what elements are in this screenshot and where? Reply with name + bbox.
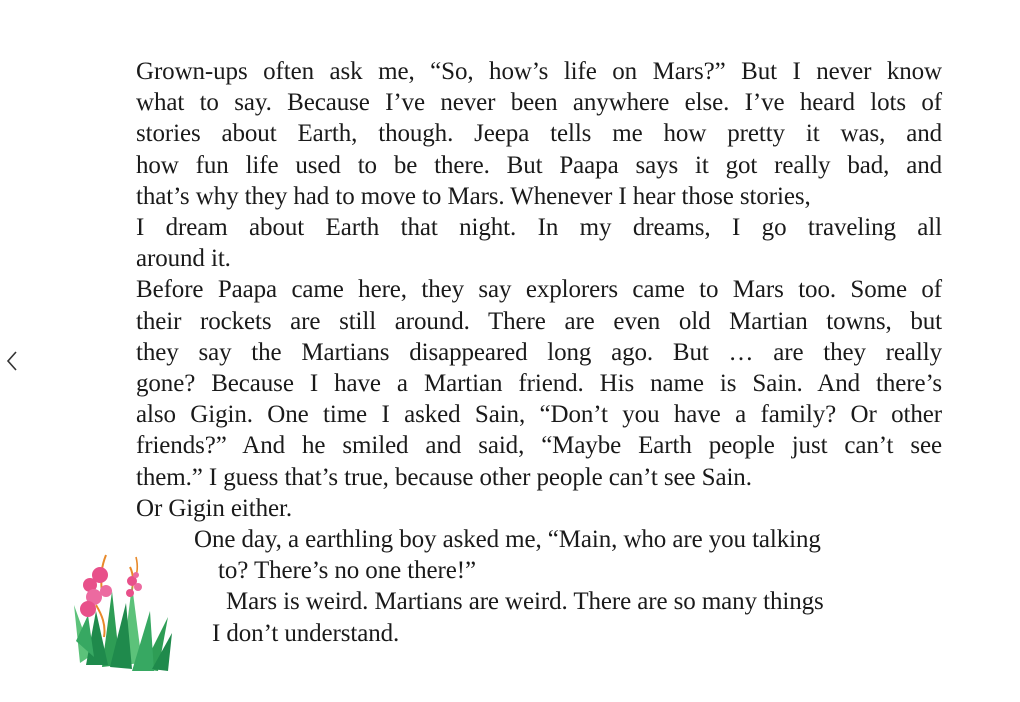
- story-line: that’s why they had to move to Mars. Whenever I hear those stories,: [136, 182, 811, 210]
- story-line: stories about Earth, though. Jeepa tells me how pretty it was, and: [136, 120, 942, 148]
- story-line: Or Gigin either.: [136, 494, 293, 522]
- story-line: Before Paapa came here, they say explorers came to Mars too. Some of: [136, 276, 942, 304]
- story-line: around it.: [136, 245, 231, 273]
- story-line: also Gigin. One time I asked Sain, “Don’t you have a family? Or other: [136, 401, 942, 429]
- story-line: gone? Because I have a Martian friend. His name is Sain. And there’s: [136, 370, 942, 398]
- story-line: to? There’s no one there!”: [218, 557, 476, 585]
- story-line: Grown-ups often ask me, “So, how’s life on Mars?” But I never know: [136, 58, 942, 85]
- story-line: One day, a earthling boy asked me, “Main, who are you talking: [194, 526, 821, 554]
- story-line: I don’t understand.: [212, 619, 400, 647]
- chevron-left-icon: [4, 348, 20, 374]
- flower-illustration: [72, 545, 177, 675]
- story-line: how fun life used to be there. But Paapa says it got really bad, and: [136, 151, 942, 179]
- story-text: [136, 56, 942, 649]
- story-line: their rockets are still around. There are even old Martian towns, but: [136, 307, 942, 335]
- story-line: what to say. Because I’ve never been anywhere else. I’ve heard lots of: [136, 89, 942, 117]
- story-line: them.” I guess that’s true, because other people can’t see Sain.: [136, 463, 752, 491]
- flower-plant-icon: [72, 545, 177, 675]
- prev-page-button[interactable]: [4, 348, 20, 374]
- story-line: they say the Martians disappeared long ago. But … are they really: [136, 338, 942, 366]
- story-line: friends?” And he smiled and said, “Maybe Earth people just can’t see: [136, 432, 942, 460]
- story-line: I dream about Earth that night. In my dreams, I go traveling all: [136, 214, 942, 242]
- story-line: Mars is weird. Martians are weird. There are so many things: [226, 588, 824, 616]
